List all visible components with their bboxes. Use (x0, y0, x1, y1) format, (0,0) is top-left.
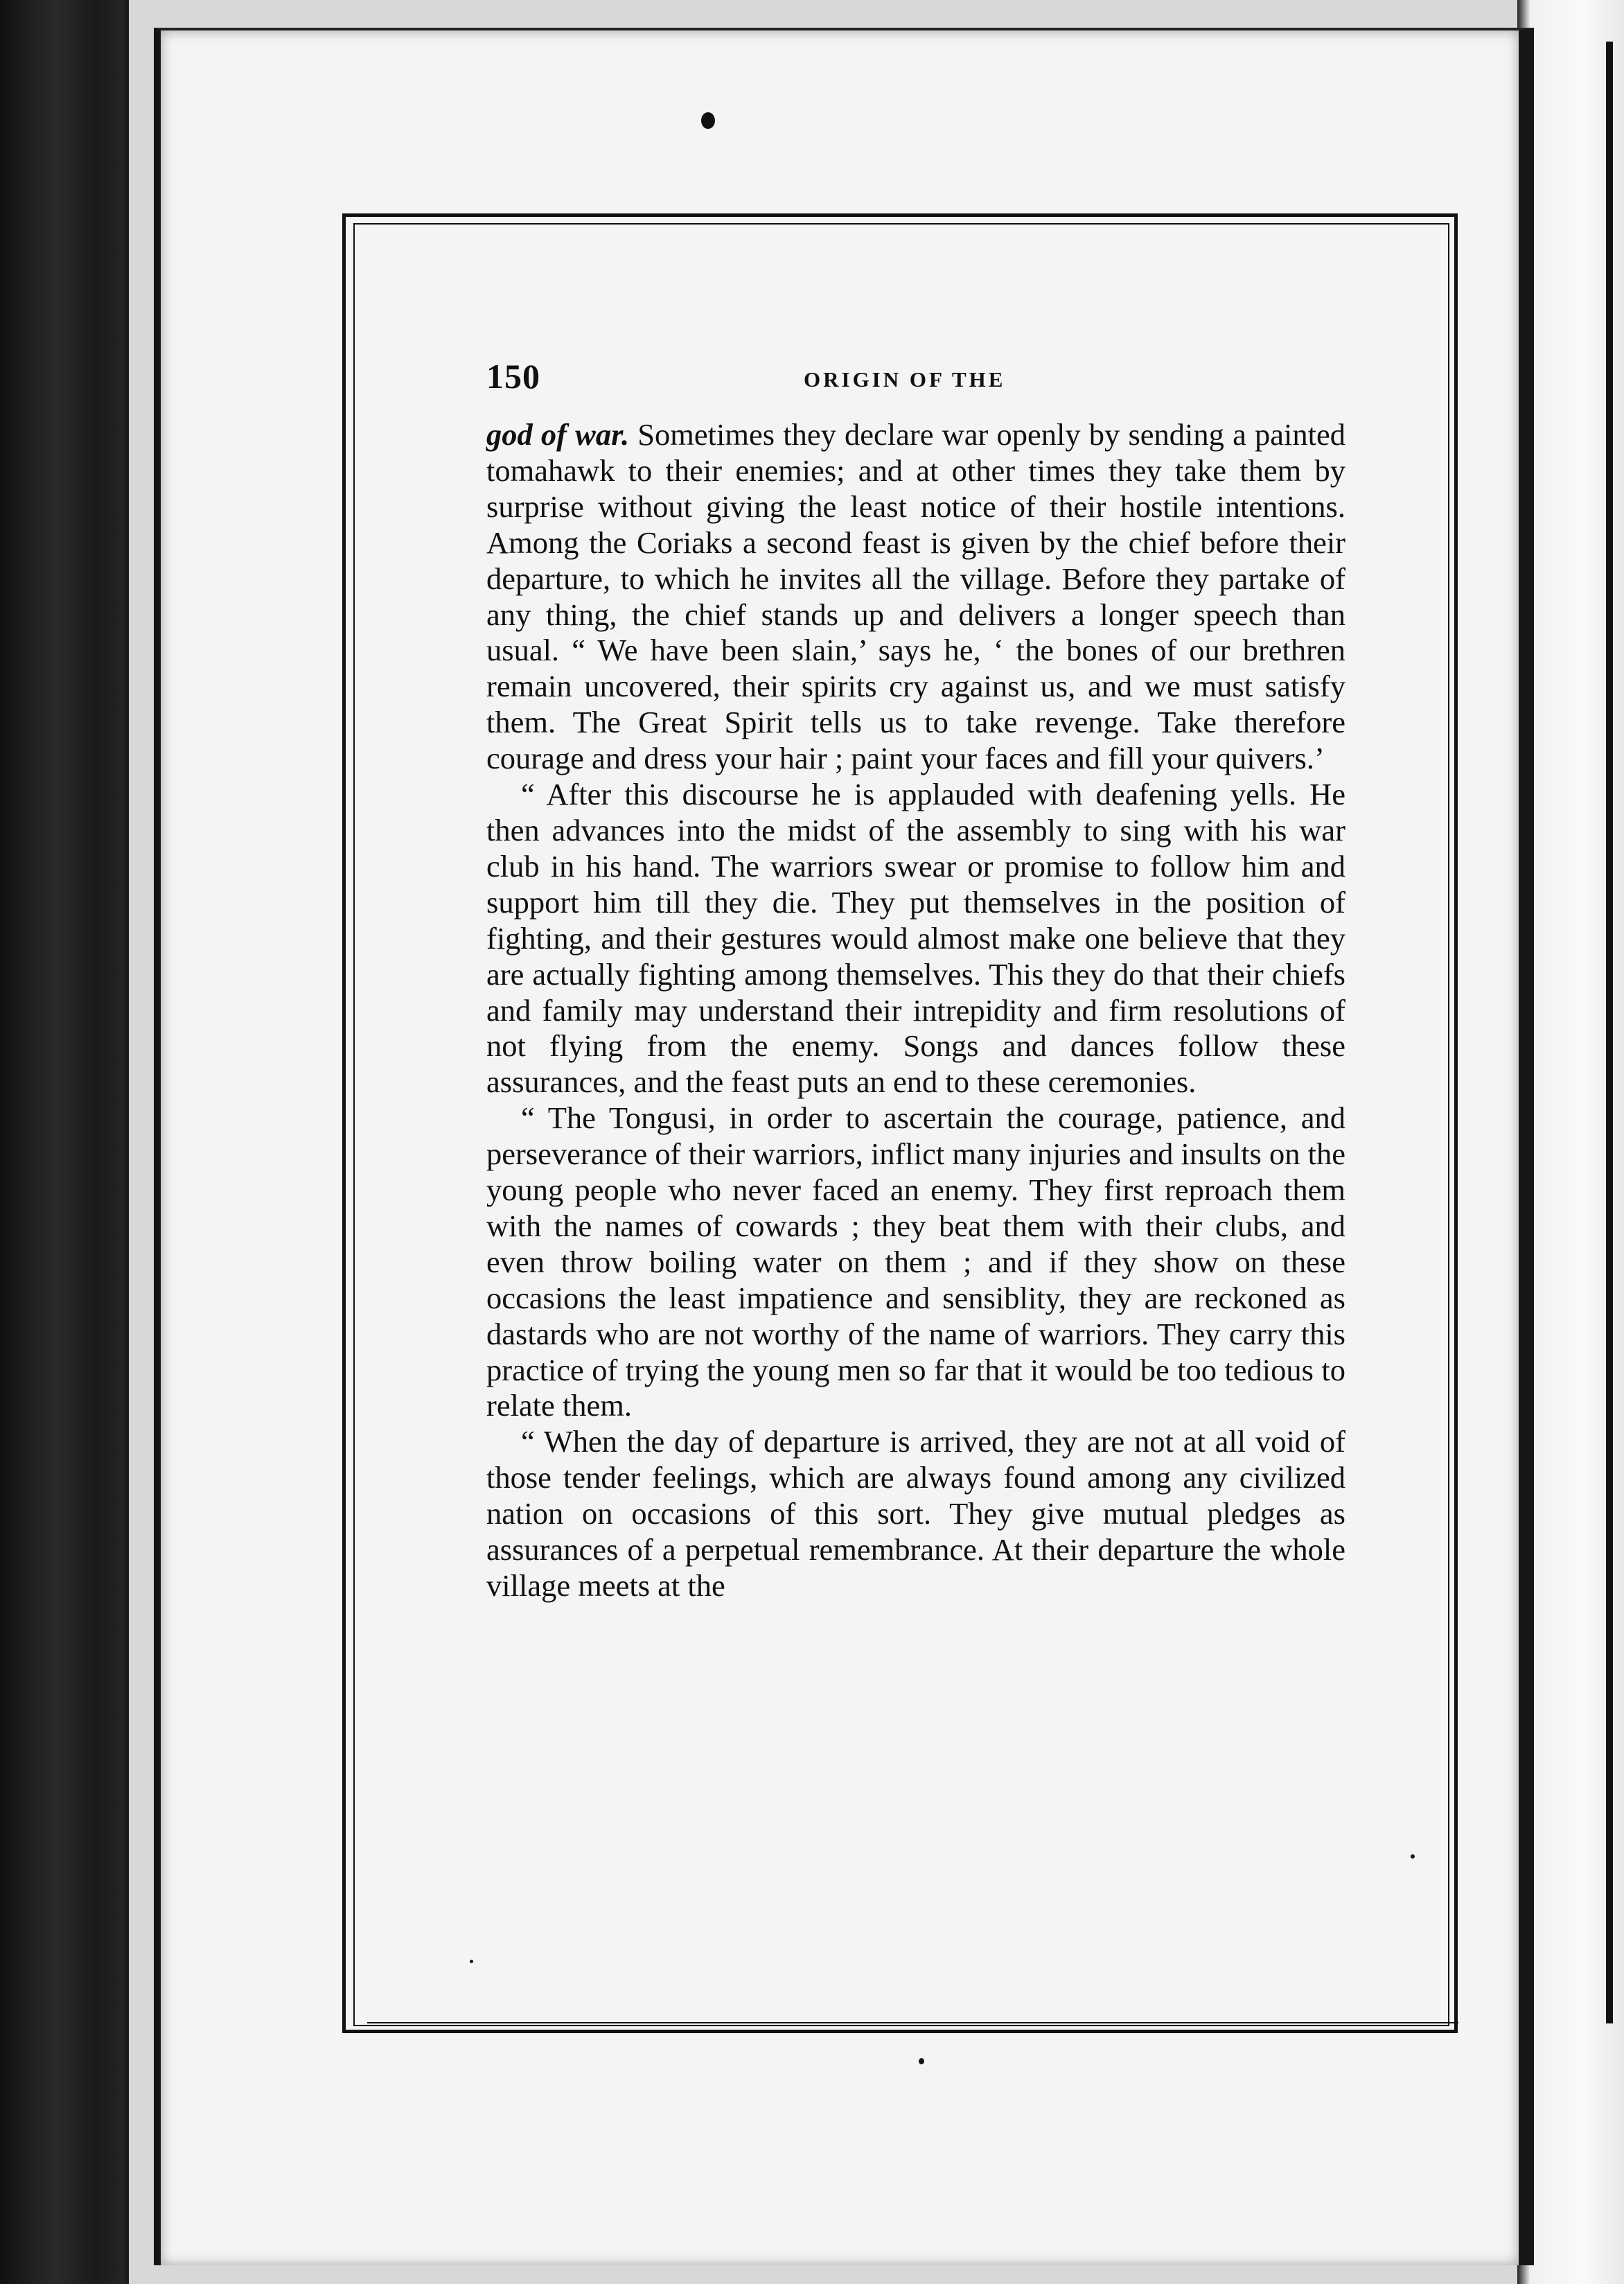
paragraph-1-text: Sometimes they declare war openly by sending a painted tomahawk to their enemies; and at other times they take them by surprise without giving the least notice of their hostile intentions. Among the Coriaks a second feast is given by the chief before their departure, to which he invites all the village. Before they partake of any thing, the chief stands up and delivers a longer speech than usual. “ We have been slain,’ says he, ‘ the bones of our brethren remain uncovered, their spirits cry against us, and we must satisfy them. The Great Spirit tells us to take revenge. Take therefore courage and dress your hair ; paint your faces and fill your quivers.’ (486, 417, 1345, 776)
page-number: 150 (486, 357, 540, 396)
page-header (486, 356, 1006, 405)
ink-speck (919, 2058, 924, 2064)
ink-speck (701, 112, 715, 129)
paragraph-1 (486, 417, 1345, 777)
paragraph-1-lead: god of war. (486, 417, 630, 452)
paragraph-2: “ After this discourse he is applauded with deafening yells. He then advances into the midst of the assembly to sing with his war club in his hand. The warriors swear or promise to follow him and support him till they die. They put themselves in the position of fighting, and their gestures would almost make one believe that they are actually fighting among themselves. This they do that their chiefs and family may understand their intrepidity and firm resolutions of not flying from the enemy. Songs and dances follow these assurances, and the feast puts an end to these ceremonies. (486, 777, 1345, 1100)
running-head: ORIGIN OF THE (804, 367, 1006, 392)
paragraph-3: “ The Tongusi, in order to ascertain the courage, patience, and perseverance of their warriors, inflict many injuries and insults on the young people who never faced an enemy. They first reproach them with the names of cowards ; they beat them with their clubs, and even throw boiling water on them ; and if they show on these occasions the least impatience and sensiblity, they are reckoned as dastards who are not worthy of the name of warriors. They carry this practice of trying the young men so far that it would be too tedious to relate them. (486, 1100, 1345, 1423)
body-text (486, 417, 1345, 1604)
facing-page-rule (1606, 42, 1613, 2023)
page-border-bottom-rule (367, 2022, 1458, 2023)
paragraph-4: “ When the day of departure is arrived, they are not at all void of those tender feelings, which are always found among any civilized nation on occasions of this sort. They give mutual pledges as assurances of a perpetual remembrance. At their departure the whole village meets at the (486, 1424, 1345, 1603)
